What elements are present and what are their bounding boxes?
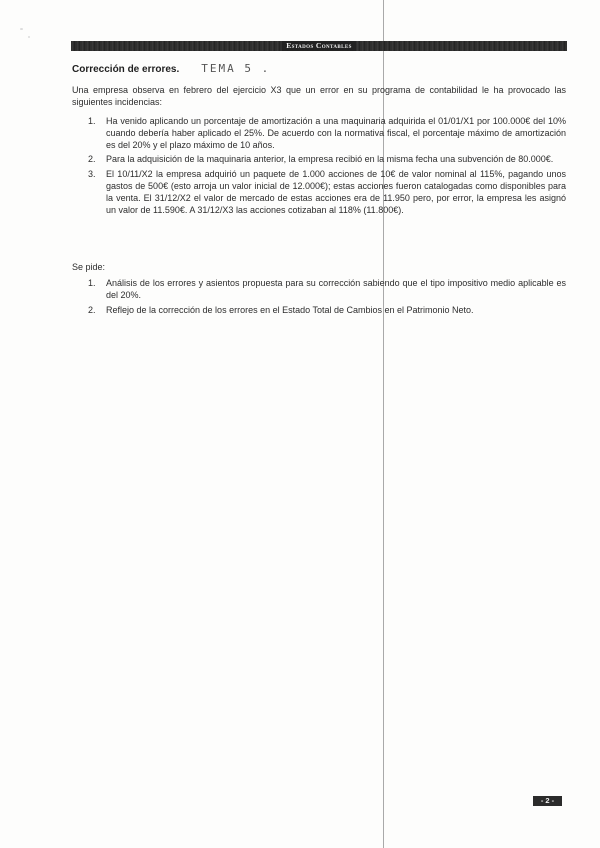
list-item (72, 154, 566, 166)
preguntas-list (72, 278, 566, 319)
list-item-text: El 10/11/X2 la empresa adquirió un paquete de 1.000 acciones de 10€ de valor nominal al 115%, pagando unos gastos de 500€ (esto arroja un valor inicial de 12.000€); estas acciones fueron catalogadas como disponibles para la venta. El 31/12/X2 el valor de mercado de estas acciones era de 11.950 pero, por error, la empresa les asignó un valor de 11.590€. A 31/12/X3 las acciones cotizaban al 118% (11.800€). (106, 169, 566, 215)
header-bar (71, 41, 567, 51)
intro-paragraph: Una empresa observa en febrero del ejercicio X3 que un error en su programa de contabilidad le ha provocado las siguientes incidencias: (72, 85, 566, 107)
list-item (72, 169, 566, 216)
list-item (72, 278, 566, 302)
list-item-number: 2. (88, 154, 96, 165)
list-item-number: 2. (88, 304, 96, 315)
list-item-number: 3. (88, 169, 96, 180)
incidencias-list (72, 116, 566, 219)
list-item-text: Análisis de los errores y asientos propuesta para su corrección sabiendo que el tipo impositivo medio aplicable es del 20%. (106, 278, 566, 300)
header-title: Estados Contables (282, 41, 356, 51)
scan-speck (28, 36, 30, 38)
list-item-text: Para la adquisición de la maquinaria anterior, la empresa recibió en la misma fecha una subvención de 80.000€. (106, 154, 554, 165)
page-number: - 2 - (533, 796, 562, 806)
list-item-text: Ha venido aplicando un porcentaje de amortización a una maquinaria adquirida el 01/01/X1 por 100.000€ del 10% cuando debería haber aplicado el 25%. De acuerdo con la normativa fiscal, el porcentaje máximo de amortización es del 20% y el plazo máximo de 10 años. (106, 116, 566, 150)
list-item-number: 1. (88, 278, 96, 288)
handwritten-note: TEMA 5 . (201, 62, 271, 75)
list-item-number: 1. (88, 116, 96, 126)
list-item-text: Reflejo de la corrección de los errores en el Estado Total de Cambios en el Patrimonio Neto. (106, 304, 474, 315)
section-title: Corrección de errores. (72, 64, 180, 75)
list-item (72, 305, 566, 317)
list-item (72, 116, 566, 151)
section-title-row (72, 62, 270, 75)
se-pide-label: Se pide: (72, 262, 106, 272)
scan-speck (20, 28, 23, 30)
